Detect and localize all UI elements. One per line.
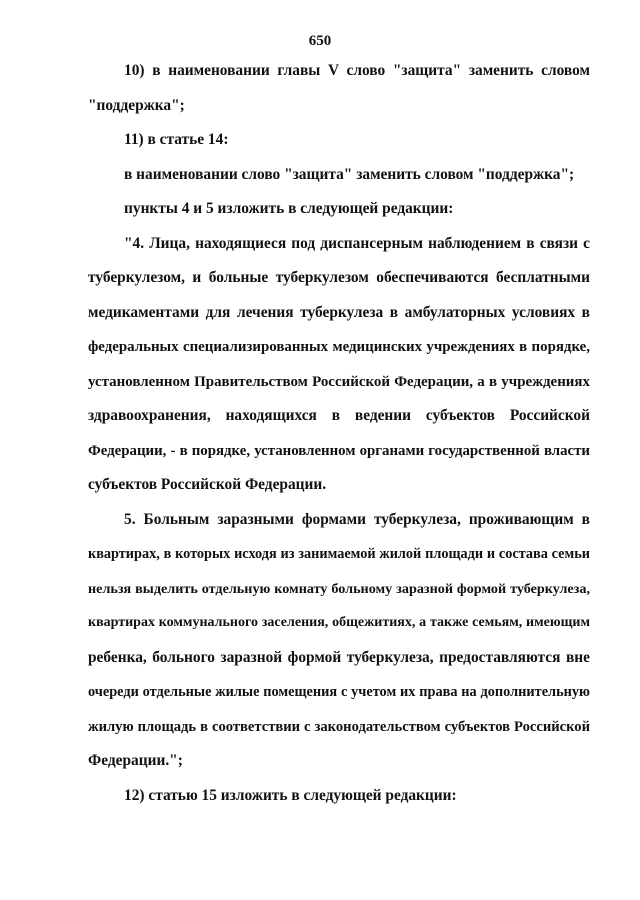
text-line: установленном Правительством Российской Федерации, а в учреждениях: [88, 373, 590, 390]
text-line: Федерации.";: [88, 752, 183, 769]
text-line: 12) статью 15 изложить в следующей редакции:: [124, 786, 457, 804]
text-line: квартирах, в которых исходя из занимаемой жилой площади и состава семьи: [88, 546, 590, 562]
text-line: пункты 4 и 5 изложить в следующей редакции:: [124, 200, 454, 217]
text-line: туберкулезом, и больные туберкулезом обеспечиваются бесплатными: [88, 269, 590, 286]
text-line: 5. Больным заразными формами туберкулеза, проживающим в: [124, 510, 590, 528]
text-line: ребенка, больного заразной формой туберкулеза, предоставляются вне: [88, 648, 590, 666]
text-line: нельзя выделить отдельную комнату больному заразной формой туберкулеза,: [88, 580, 590, 597]
text-line: очереди отдельные жилые помещения с учетом их права на дополнительную: [88, 684, 590, 700]
text-line: жилую площадь в соответствии с законодательством субъектов Российской: [88, 718, 590, 735]
text-line: здравоохранения, находящихся в ведении субъектов Российской: [88, 407, 590, 424]
text-line: в наименовании слово "защита" заменить словом "поддержка";: [124, 165, 575, 183]
text-line: 11) в статье 14:: [124, 131, 229, 148]
text-line: федеральных специализированных медицинских учреждениях в порядке,: [88, 339, 590, 355]
text-line: "4. Лица, находящиеся под диспансерным наблюдением в связи с: [124, 234, 590, 252]
text-line: медикаментами для лечения туберкулеза в амбулаторных условиях в: [88, 303, 590, 321]
text-line: Федерации, - в порядке, установленном органами государственной власти: [88, 442, 590, 459]
text-line: субъектов Российской Федерации.: [88, 476, 327, 493]
text-line: 10) в наименовании главы V слово "защита" заменить словом: [124, 62, 590, 79]
document-body: [88, 54, 590, 813]
text-line: "поддержка";: [88, 96, 185, 114]
page-number: 650: [308, 33, 332, 49]
text-line: квартирах коммунального заселения, общежитиях, а также семьям, имеющим: [88, 615, 590, 630]
